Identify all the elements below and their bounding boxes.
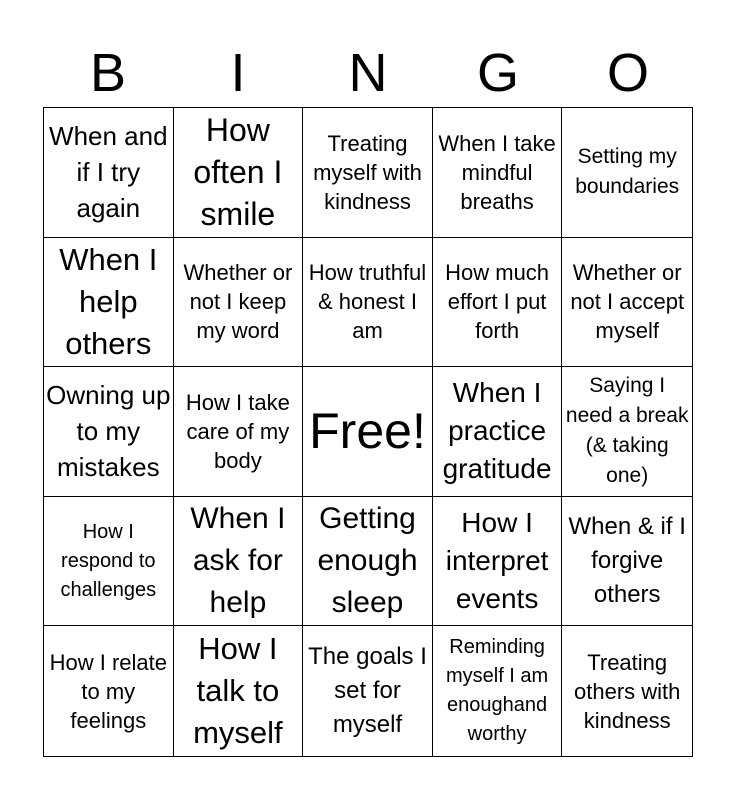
bingo-cell[interactable]: When I help others [44,238,174,368]
header-letter-i: I [230,43,246,103]
bingo-cell[interactable]: Whether or not I accept myself [562,238,692,368]
bingo-cell[interactable]: When I take mindful breaths [433,108,563,238]
bingo-cell[interactable]: How I take care of my body [174,367,304,497]
bingo-cell[interactable]: How I respond to challenges [44,497,174,627]
bingo-cell[interactable]: Treating others with kindness [574,649,681,733]
bingo-cell[interactable]: Getting enough sleep [303,497,433,627]
bingo-cell[interactable]: When I practice gratitude [433,367,563,497]
bingo-header [43,42,693,104]
bingo-cell[interactable]: Treating myself with kindness [303,108,433,238]
bingo-cell[interactable]: How I relate to my feelings [44,626,174,756]
bingo-cell[interactable]: How truthful & honest I am [303,238,433,368]
header-letter-b: B [89,43,127,103]
bingo-cell[interactable]: Reminding myself I am enoughand worthy [433,626,563,756]
bingo-cell[interactable]: How I interpret events [433,497,563,627]
bingo-cell[interactable]: The goals I set for myself [303,626,433,756]
bingo-cell[interactable]: Whether or not I keep my word [174,238,304,368]
bingo-cell[interactable]: Setting my boundaries [562,108,692,238]
header-letter-n: N [348,43,388,103]
free-space-cell[interactable]: Free! [303,367,433,497]
header-letter-g: G [476,43,519,103]
bingo-cell[interactable]: When & if I forgive others [562,497,692,627]
bingo-cell[interactable]: Owning up to my mistakes [44,367,174,497]
bingo-cell[interactable]: When I ask for help [174,497,304,627]
header-letter-o: O [606,43,649,103]
bingo-board [43,107,693,757]
bingo-cell[interactable]: Saying I need a break (& taking one) [562,367,692,497]
bingo-cell[interactable]: When and if I try again [44,108,174,238]
bingo-cell[interactable]: How much effort I put forth [433,238,563,368]
bingo-cell[interactable]: How often I smile [174,108,304,238]
bingo-cell[interactable]: How I talk to myself [174,626,304,756]
